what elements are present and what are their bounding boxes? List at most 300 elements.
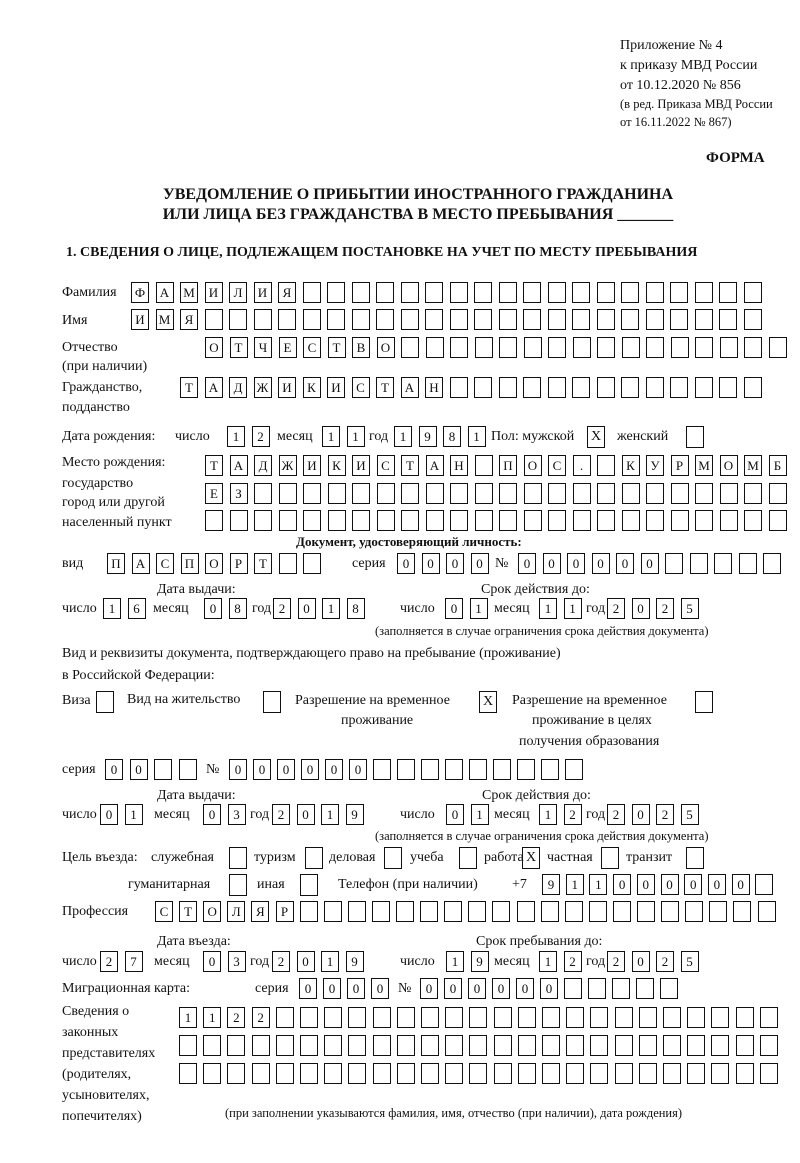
char-box[interactable]	[639, 1063, 657, 1084]
char-box[interactable]: 0	[592, 553, 610, 574]
char-box[interactable]: С	[548, 455, 566, 476]
char-box[interactable]: И	[205, 282, 223, 303]
char-box[interactable]: 9	[346, 951, 364, 972]
char-box[interactable]: 9	[471, 951, 489, 972]
char-box[interactable]	[687, 1063, 705, 1084]
char-box[interactable]: Т	[180, 377, 198, 398]
char-box[interactable]: 0	[632, 598, 650, 619]
char-box[interactable]	[566, 1063, 584, 1084]
char-box[interactable]: Т	[254, 553, 272, 574]
char-box[interactable]	[646, 483, 664, 504]
char-box[interactable]: 0	[637, 874, 655, 895]
char-box[interactable]: 0	[445, 598, 463, 619]
char-box[interactable]: Ч	[254, 337, 272, 358]
char-box[interactable]: К	[303, 377, 321, 398]
char-box[interactable]	[548, 510, 566, 531]
purpose-study-checkbox[interactable]	[459, 847, 477, 869]
char-box[interactable]: .	[573, 455, 591, 476]
char-box[interactable]: Т	[376, 377, 394, 398]
char-box[interactable]	[671, 337, 689, 358]
char-box[interactable]	[493, 759, 511, 780]
char-box[interactable]	[744, 309, 762, 330]
char-box[interactable]: 8	[229, 598, 247, 619]
char-box[interactable]: 0	[298, 598, 316, 619]
char-box[interactable]	[450, 337, 468, 358]
char-box[interactable]: Я	[180, 309, 198, 330]
char-box[interactable]	[450, 309, 468, 330]
char-box[interactable]: 2	[656, 804, 674, 825]
char-box[interactable]	[450, 377, 468, 398]
char-box[interactable]	[523, 309, 541, 330]
char-box[interactable]	[711, 1035, 729, 1056]
char-box[interactable]: 2	[272, 951, 290, 972]
char-box[interactable]	[425, 282, 443, 303]
char-box[interactable]	[492, 901, 510, 922]
char-box[interactable]	[475, 337, 493, 358]
char-box[interactable]: 5	[681, 951, 699, 972]
char-box[interactable]: 2	[100, 951, 118, 972]
char-box[interactable]	[254, 510, 272, 531]
char-box[interactable]	[327, 282, 345, 303]
char-box[interactable]	[597, 309, 615, 330]
char-box[interactable]: 0	[325, 759, 343, 780]
char-box[interactable]	[646, 377, 664, 398]
char-box[interactable]: Ж	[254, 377, 272, 398]
char-box[interactable]	[372, 901, 390, 922]
char-box[interactable]: Я	[278, 282, 296, 303]
char-box[interactable]	[373, 1035, 391, 1056]
char-box[interactable]	[179, 1035, 197, 1056]
char-box[interactable]: Д	[229, 377, 247, 398]
purpose-tourism-checkbox[interactable]	[305, 847, 323, 869]
char-box[interactable]	[205, 510, 223, 531]
char-box[interactable]	[719, 309, 737, 330]
char-box[interactable]	[755, 874, 773, 895]
char-box[interactable]: С	[156, 553, 174, 574]
char-box[interactable]	[695, 510, 713, 531]
char-box[interactable]	[685, 901, 703, 922]
char-box[interactable]: 6	[128, 598, 146, 619]
char-box[interactable]: 0	[371, 978, 389, 999]
char-box[interactable]	[720, 337, 738, 358]
char-box[interactable]	[303, 510, 321, 531]
char-box[interactable]	[572, 282, 590, 303]
char-box[interactable]: К	[622, 455, 640, 476]
char-box[interactable]	[499, 309, 517, 330]
char-box[interactable]	[426, 510, 444, 531]
char-box[interactable]: 0	[518, 553, 536, 574]
char-box[interactable]	[566, 1035, 584, 1056]
char-box[interactable]	[695, 309, 713, 330]
char-box[interactable]: Т	[205, 455, 223, 476]
char-box[interactable]	[597, 282, 615, 303]
char-box[interactable]	[348, 1007, 366, 1028]
char-box[interactable]	[373, 1007, 391, 1028]
char-box[interactable]	[475, 483, 493, 504]
char-box[interactable]: Т	[179, 901, 197, 922]
char-box[interactable]: П	[499, 455, 517, 476]
char-box[interactable]	[401, 309, 419, 330]
char-box[interactable]	[523, 282, 541, 303]
char-box[interactable]: 0	[301, 759, 319, 780]
char-box[interactable]	[744, 337, 762, 358]
char-box[interactable]	[622, 337, 640, 358]
char-box[interactable]	[279, 553, 297, 574]
char-box[interactable]: 0	[616, 553, 634, 574]
char-box[interactable]: 1	[179, 1007, 197, 1028]
char-box[interactable]: Р	[230, 553, 248, 574]
char-box[interactable]	[744, 282, 762, 303]
char-box[interactable]	[352, 309, 370, 330]
char-box[interactable]: 0	[708, 874, 726, 895]
char-box[interactable]: 0	[684, 874, 702, 895]
char-box[interactable]	[229, 309, 247, 330]
char-box[interactable]: 1	[125, 804, 143, 825]
char-box[interactable]	[518, 1007, 536, 1028]
char-box[interactable]	[352, 282, 370, 303]
char-box[interactable]	[499, 377, 517, 398]
char-box[interactable]	[572, 377, 590, 398]
char-box[interactable]: Р	[276, 901, 294, 922]
char-box[interactable]: 3	[228, 804, 246, 825]
char-box[interactable]	[524, 337, 542, 358]
char-box[interactable]	[445, 1063, 463, 1084]
char-box[interactable]	[179, 759, 197, 780]
char-box[interactable]	[736, 1035, 754, 1056]
char-box[interactable]: 2	[656, 598, 674, 619]
char-box[interactable]	[444, 901, 462, 922]
char-box[interactable]	[615, 1063, 633, 1084]
char-box[interactable]	[671, 510, 689, 531]
char-box[interactable]	[736, 1007, 754, 1028]
char-box[interactable]: И	[278, 377, 296, 398]
char-box[interactable]: С	[155, 901, 173, 922]
char-box[interactable]: 0	[632, 804, 650, 825]
char-box[interactable]	[663, 1007, 681, 1028]
char-box[interactable]	[719, 282, 737, 303]
char-box[interactable]	[279, 510, 297, 531]
char-box[interactable]	[397, 1063, 415, 1084]
char-box[interactable]	[426, 483, 444, 504]
char-box[interactable]: 1	[321, 951, 339, 972]
char-box[interactable]: Т	[328, 337, 346, 358]
char-box[interactable]	[548, 282, 566, 303]
char-box[interactable]	[397, 759, 415, 780]
char-box[interactable]	[279, 483, 297, 504]
char-box[interactable]: С	[303, 337, 321, 358]
char-box[interactable]: 7	[125, 951, 143, 972]
char-box[interactable]: 0	[468, 978, 486, 999]
char-box[interactable]: Р	[671, 455, 689, 476]
char-box[interactable]	[421, 759, 439, 780]
char-box[interactable]	[276, 1007, 294, 1028]
char-box[interactable]	[276, 1035, 294, 1056]
char-box[interactable]	[739, 553, 757, 574]
char-box[interactable]: П	[181, 553, 199, 574]
char-box[interactable]: 2	[564, 951, 582, 972]
char-box[interactable]	[324, 901, 342, 922]
char-box[interactable]	[475, 455, 493, 476]
char-box[interactable]	[670, 377, 688, 398]
char-box[interactable]: 0	[444, 978, 462, 999]
char-box[interactable]	[303, 553, 321, 574]
char-box[interactable]	[524, 510, 542, 531]
char-box[interactable]	[695, 377, 713, 398]
char-box[interactable]: А	[205, 377, 223, 398]
char-box[interactable]: 5	[681, 598, 699, 619]
char-box[interactable]	[769, 483, 787, 504]
char-box[interactable]	[445, 1035, 463, 1056]
char-box[interactable]	[348, 901, 366, 922]
char-box[interactable]	[564, 978, 582, 999]
char-box[interactable]	[621, 282, 639, 303]
char-box[interactable]	[573, 510, 591, 531]
char-box[interactable]	[548, 377, 566, 398]
char-box[interactable]	[573, 337, 591, 358]
char-box[interactable]	[758, 901, 776, 922]
char-box[interactable]: 0	[229, 759, 247, 780]
char-box[interactable]	[639, 1035, 657, 1056]
char-box[interactable]: 0	[492, 978, 510, 999]
char-box[interactable]: 0	[204, 598, 222, 619]
char-box[interactable]: 1	[446, 951, 464, 972]
char-box[interactable]	[499, 510, 517, 531]
char-box[interactable]: А	[426, 455, 444, 476]
char-box[interactable]	[469, 1063, 487, 1084]
char-box[interactable]: М	[156, 309, 174, 330]
char-box[interactable]: О	[205, 337, 223, 358]
char-box[interactable]	[760, 1007, 778, 1028]
char-box[interactable]	[637, 901, 655, 922]
char-box[interactable]	[278, 309, 296, 330]
char-box[interactable]	[670, 282, 688, 303]
char-box[interactable]: Л	[229, 282, 247, 303]
char-box[interactable]	[542, 1063, 560, 1084]
char-box[interactable]	[499, 337, 517, 358]
char-box[interactable]	[450, 282, 468, 303]
char-box[interactable]	[397, 1035, 415, 1056]
char-box[interactable]	[401, 337, 419, 358]
char-box[interactable]	[252, 1063, 270, 1084]
char-box[interactable]: Е	[205, 483, 223, 504]
char-box[interactable]	[469, 1007, 487, 1028]
char-box[interactable]: 0	[422, 553, 440, 574]
char-box[interactable]: 0	[540, 978, 558, 999]
char-box[interactable]: 2	[656, 951, 674, 972]
char-box[interactable]: 0	[420, 978, 438, 999]
char-box[interactable]: 0	[203, 951, 221, 972]
purpose-business-checkbox[interactable]	[384, 847, 402, 869]
char-box[interactable]	[373, 1063, 391, 1084]
char-box[interactable]	[720, 483, 738, 504]
char-box[interactable]	[736, 1063, 754, 1084]
char-box[interactable]	[401, 282, 419, 303]
char-box[interactable]	[303, 282, 321, 303]
char-box[interactable]	[474, 309, 492, 330]
char-box[interactable]	[646, 309, 664, 330]
char-box[interactable]: 2	[273, 598, 291, 619]
char-box[interactable]	[376, 282, 394, 303]
char-box[interactable]	[769, 510, 787, 531]
char-box[interactable]: И	[352, 455, 370, 476]
char-box[interactable]	[590, 1007, 608, 1028]
char-box[interactable]: И	[303, 455, 321, 476]
char-box[interactable]	[450, 483, 468, 504]
char-box[interactable]: 0	[299, 978, 317, 999]
char-box[interactable]: К	[328, 455, 346, 476]
char-box[interactable]: П	[107, 553, 125, 574]
char-box[interactable]: М	[695, 455, 713, 476]
char-box[interactable]	[541, 901, 559, 922]
char-box[interactable]	[548, 309, 566, 330]
char-box[interactable]: 0	[347, 978, 365, 999]
char-box[interactable]: В	[352, 337, 370, 358]
char-box[interactable]: 0	[613, 874, 631, 895]
char-box[interactable]: 2	[252, 426, 270, 447]
char-box[interactable]: 1	[322, 598, 340, 619]
char-box[interactable]	[597, 337, 615, 358]
char-box[interactable]: 0	[567, 553, 585, 574]
char-box[interactable]	[566, 1007, 584, 1028]
char-box[interactable]: Е	[279, 337, 297, 358]
char-box[interactable]	[425, 309, 443, 330]
char-box[interactable]: А	[156, 282, 174, 303]
char-box[interactable]: 1	[539, 804, 557, 825]
char-box[interactable]: 0	[471, 553, 489, 574]
char-box[interactable]: 1	[566, 874, 584, 895]
char-box[interactable]: 9	[419, 426, 437, 447]
char-box[interactable]	[763, 553, 781, 574]
char-box[interactable]: Ф	[131, 282, 149, 303]
char-box[interactable]: 2	[272, 804, 290, 825]
char-box[interactable]	[324, 1063, 342, 1084]
char-box[interactable]	[760, 1063, 778, 1084]
char-box[interactable]	[474, 377, 492, 398]
char-box[interactable]: 0	[446, 553, 464, 574]
char-box[interactable]: 0	[253, 759, 271, 780]
char-box[interactable]	[203, 1063, 221, 1084]
char-box[interactable]: 1	[539, 598, 557, 619]
char-box[interactable]	[524, 483, 542, 504]
char-box[interactable]: 0	[516, 978, 534, 999]
char-box[interactable]: Ж	[279, 455, 297, 476]
char-box[interactable]	[565, 901, 583, 922]
char-box[interactable]: Т	[230, 337, 248, 358]
char-box[interactable]	[646, 337, 664, 358]
sex-male-checkbox[interactable]: X	[587, 426, 605, 448]
char-box[interactable]: З	[230, 483, 248, 504]
char-box[interactable]: О	[205, 553, 223, 574]
char-box[interactable]: 2	[252, 1007, 270, 1028]
char-box[interactable]	[300, 1007, 318, 1028]
char-box[interactable]: 0	[297, 804, 315, 825]
char-box[interactable]	[303, 309, 321, 330]
char-box[interactable]	[621, 309, 639, 330]
char-box[interactable]	[589, 901, 607, 922]
char-box[interactable]: 0	[130, 759, 148, 780]
char-box[interactable]	[377, 510, 395, 531]
char-box[interactable]: 0	[632, 951, 650, 972]
char-box[interactable]: 1	[203, 1007, 221, 1028]
char-box[interactable]	[663, 1063, 681, 1084]
char-box[interactable]	[517, 759, 535, 780]
char-box[interactable]: 0	[641, 553, 659, 574]
char-box[interactable]	[663, 1035, 681, 1056]
char-box[interactable]	[203, 1035, 221, 1056]
char-box[interactable]	[646, 510, 664, 531]
char-box[interactable]	[621, 377, 639, 398]
char-box[interactable]	[254, 309, 272, 330]
char-box[interactable]: 2	[607, 804, 625, 825]
char-box[interactable]: Б	[769, 455, 787, 476]
char-box[interactable]: 1	[227, 426, 245, 447]
purpose-transit-checkbox[interactable]	[686, 847, 704, 869]
char-box[interactable]	[300, 901, 318, 922]
char-box[interactable]	[670, 309, 688, 330]
char-box[interactable]: О	[203, 901, 221, 922]
char-box[interactable]	[373, 759, 391, 780]
char-box[interactable]: 0	[105, 759, 123, 780]
char-box[interactable]: 9	[346, 804, 364, 825]
purpose-work-checkbox[interactable]: X	[522, 847, 540, 869]
char-box[interactable]	[445, 1007, 463, 1028]
sex-female-checkbox[interactable]	[686, 426, 704, 448]
char-box[interactable]	[401, 483, 419, 504]
char-box[interactable]: Д	[254, 455, 272, 476]
char-box[interactable]	[300, 1035, 318, 1056]
char-box[interactable]: 0	[349, 759, 367, 780]
char-box[interactable]	[687, 1007, 705, 1028]
char-box[interactable]: 0	[732, 874, 750, 895]
char-box[interactable]	[695, 337, 713, 358]
char-box[interactable]	[597, 377, 615, 398]
char-box[interactable]: И	[131, 309, 149, 330]
char-box[interactable]	[348, 1035, 366, 1056]
char-box[interactable]	[541, 759, 559, 780]
char-box[interactable]	[328, 483, 346, 504]
char-box[interactable]: 0	[543, 553, 561, 574]
char-box[interactable]: 1	[322, 426, 340, 447]
char-box[interactable]: 0	[323, 978, 341, 999]
char-box[interactable]: 8	[347, 598, 365, 619]
char-box[interactable]	[733, 901, 751, 922]
char-box[interactable]: Н	[425, 377, 443, 398]
char-box[interactable]: 1	[103, 598, 121, 619]
char-box[interactable]	[542, 1035, 560, 1056]
purpose-other-checkbox[interactable]	[300, 874, 318, 896]
char-box[interactable]	[719, 377, 737, 398]
char-box[interactable]	[474, 282, 492, 303]
char-box[interactable]	[636, 978, 654, 999]
char-box[interactable]	[327, 309, 345, 330]
char-box[interactable]: 0	[661, 874, 679, 895]
char-box[interactable]	[769, 337, 787, 358]
char-box[interactable]	[612, 978, 630, 999]
char-box[interactable]: И	[327, 377, 345, 398]
char-box[interactable]: М	[744, 455, 762, 476]
char-box[interactable]	[665, 553, 683, 574]
char-box[interactable]	[227, 1035, 245, 1056]
char-box[interactable]	[445, 759, 463, 780]
char-box[interactable]: 1	[564, 598, 582, 619]
char-box[interactable]: 9	[542, 874, 560, 895]
char-box[interactable]	[420, 901, 438, 922]
char-box[interactable]: О	[720, 455, 738, 476]
char-box[interactable]	[252, 1035, 270, 1056]
purpose-service-checkbox[interactable]	[229, 847, 247, 869]
char-box[interactable]	[499, 483, 517, 504]
char-box[interactable]: 2	[564, 804, 582, 825]
